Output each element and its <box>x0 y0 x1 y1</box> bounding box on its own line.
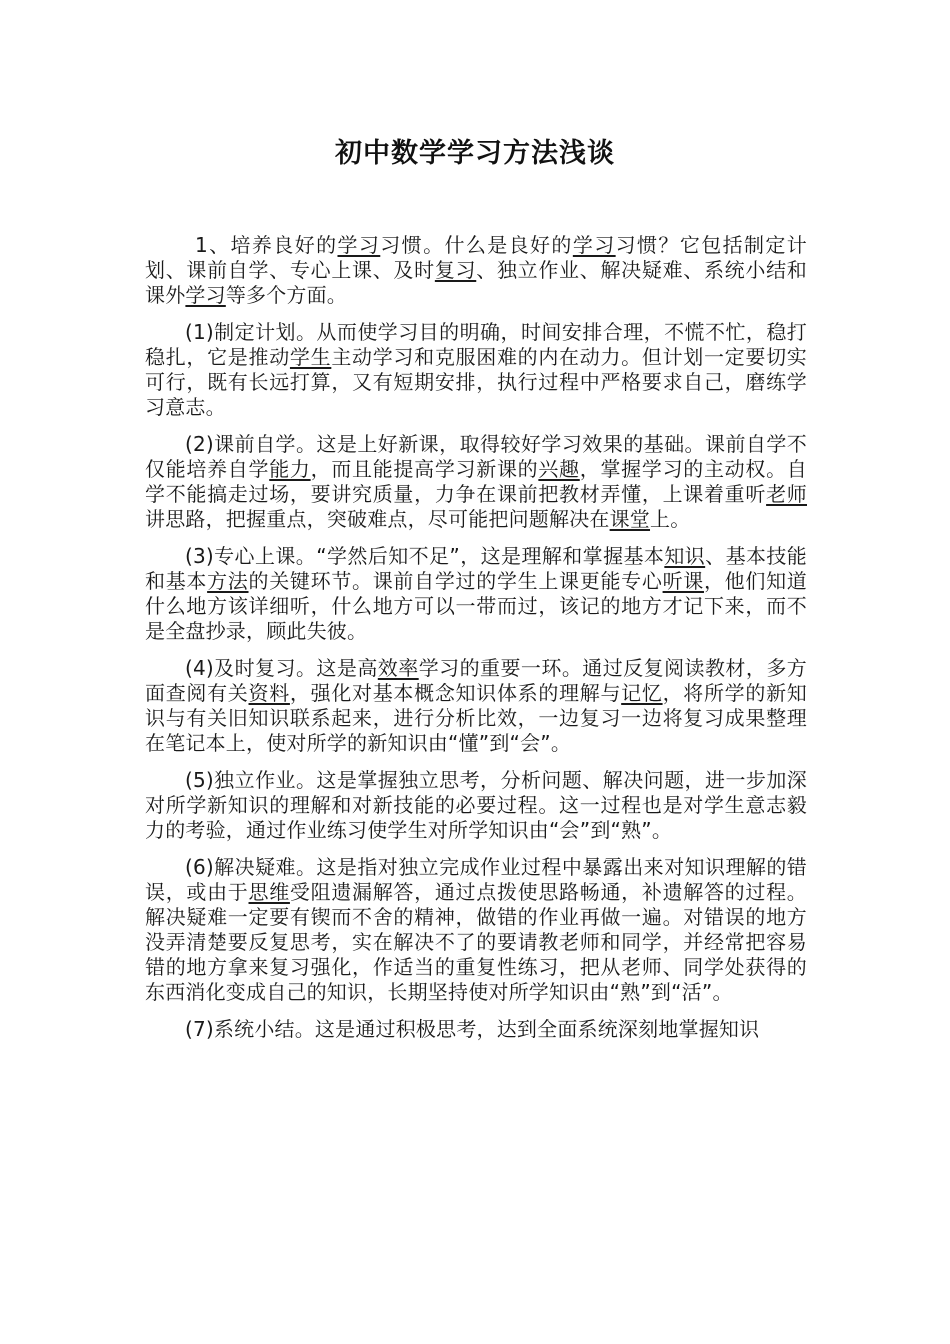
document-body <box>145 233 807 1054</box>
inline-link[interactable]: 思维 <box>248 880 290 904</box>
paragraph <box>145 233 807 308</box>
paragraph-text: ，强化对基本概念知识体系的理解与 <box>289 681 622 705</box>
inline-link[interactable]: 学习 <box>337 233 381 257</box>
paragraph-text: 等多个方面。 <box>225 283 348 307</box>
paragraph-text: ，掌握学习的主动权。自学不能搞走过场，要讲究质量，力争在课前把教材弄懂，上课着重听 <box>145 457 807 506</box>
paragraph-text: 习惯。什么是良好的 <box>380 233 573 257</box>
paragraph-text: 1、培养良好的 <box>195 233 338 257</box>
paragraph <box>145 320 807 420</box>
paragraph-text: ，而且能提高学习新课的 <box>310 457 539 481</box>
inline-link[interactable]: 学习 <box>185 283 226 307</box>
paragraph-text: ，他们知道什么地方该详细听，什么地方可以一带而过，该记的地方才记下来，而不是全盘抄录，顾此失彼。 <box>145 569 807 643</box>
paragraph-text: (4)及时复习。这是高 <box>185 656 378 680</box>
inline-link[interactable]: 学生 <box>289 345 332 369</box>
paragraph-text: (3)专心上课。“学然后知不足”，这是理解和掌握基本 <box>185 544 665 568</box>
paragraph-text: 学习的重要一环。通过反复阅读教材，多方面查阅有关 <box>145 656 807 705</box>
inline-link[interactable]: 知识 <box>664 544 706 568</box>
inline-link[interactable]: 学习 <box>572 233 616 257</box>
inline-link[interactable]: 效率 <box>377 656 419 680</box>
document-title: 初中数学学习方法浅谈 <box>335 138 615 169</box>
paragraph-text: (5)独立作业。这是掌握独立思考，分析问题、解决问题，进一步加深对所学新知识的理解和对新技能的必要过程。这一过程也是对学生意志毅力的考验，通过作业练习使学生对所学知识由“会”到“熟”。 <box>145 768 807 842</box>
paragraph <box>145 1017 807 1042</box>
paragraph-text: ，将所学的新知识与有关旧知识联系起来，进行分析比效，一边复习一边将复习成果整理在笔记本上，使对所学的新知识由“懂”到“会”。 <box>145 681 807 755</box>
paragraph-text: 上。 <box>650 507 691 531</box>
inline-link[interactable]: 方法 <box>207 569 249 593</box>
paragraph <box>145 656 807 756</box>
paragraph-text: (2)课前自学。这是上好新课，取得较好学习效果的基础。课前自学不仅能培养自学 <box>145 432 807 481</box>
inline-link[interactable]: 老师 <box>766 482 807 506</box>
paragraph <box>145 768 807 843</box>
inline-link[interactable]: 资料 <box>248 681 290 705</box>
paragraph-text: 习惯？它包括制定计划、课前自学、专心上课、及时 <box>145 233 807 282</box>
paragraph <box>145 855 807 1005</box>
paragraph-text: 受阻遗漏解答，通过点拨使思路畅通，补遗解答的过程。解决疑难一定要有锲而不舍的精神，做错的作业再做一遍。对错误的地方没弄清楚要反复思考，实在解决不了的要请教老师和同学，并经常把容易错的地方拿来复习强化，作适当的重复性练习，把从老师、同学处获得的东西消化变成自己的知识，长期坚持使对所学知识由“熟”到“活”。 <box>145 880 807 1004</box>
inline-link[interactable]: 课堂 <box>609 507 651 531</box>
inline-link[interactable]: 听课 <box>662 569 704 593</box>
inline-link[interactable]: 兴趣 <box>538 457 580 481</box>
inline-link[interactable]: 记忆 <box>621 681 663 705</box>
paragraph-text: 、基本技能和基本 <box>145 544 807 593</box>
paragraph-text: 主动学习和克服困难的内在动力。但计划一定要切实可行，既有长远打算，又有短期安排，执行过程中严格要求自己，磨练学习意志。 <box>145 345 807 419</box>
paragraph-text: 讲思路，把握重点，突破难点，尽可能把问题解决在 <box>145 507 610 531</box>
paragraph-text: (7)系统小结。这是通过积极思考，达到全面系统深刻地掌握知识 <box>185 1017 760 1041</box>
paragraph-text: 、独立作业、解决疑难、系统小结和课外 <box>145 258 807 307</box>
paragraph <box>145 544 807 644</box>
paragraph-text: 的关键环节。课前自学过的学生上课更能专心 <box>248 569 663 593</box>
paragraph-text: (1)制定计划。从而使学习目的明确，时间安排合理，不慌不忙，稳打稳扎，它是推动 <box>145 320 807 369</box>
inline-link[interactable]: 能力 <box>269 457 311 481</box>
inline-link[interactable]: 复习 <box>434 258 477 282</box>
paragraph <box>145 432 807 532</box>
paragraph-text: (6)解决疑难。这是指对独立完成作业过程中暴露出来对知识理解的错误，或由于 <box>145 855 807 904</box>
